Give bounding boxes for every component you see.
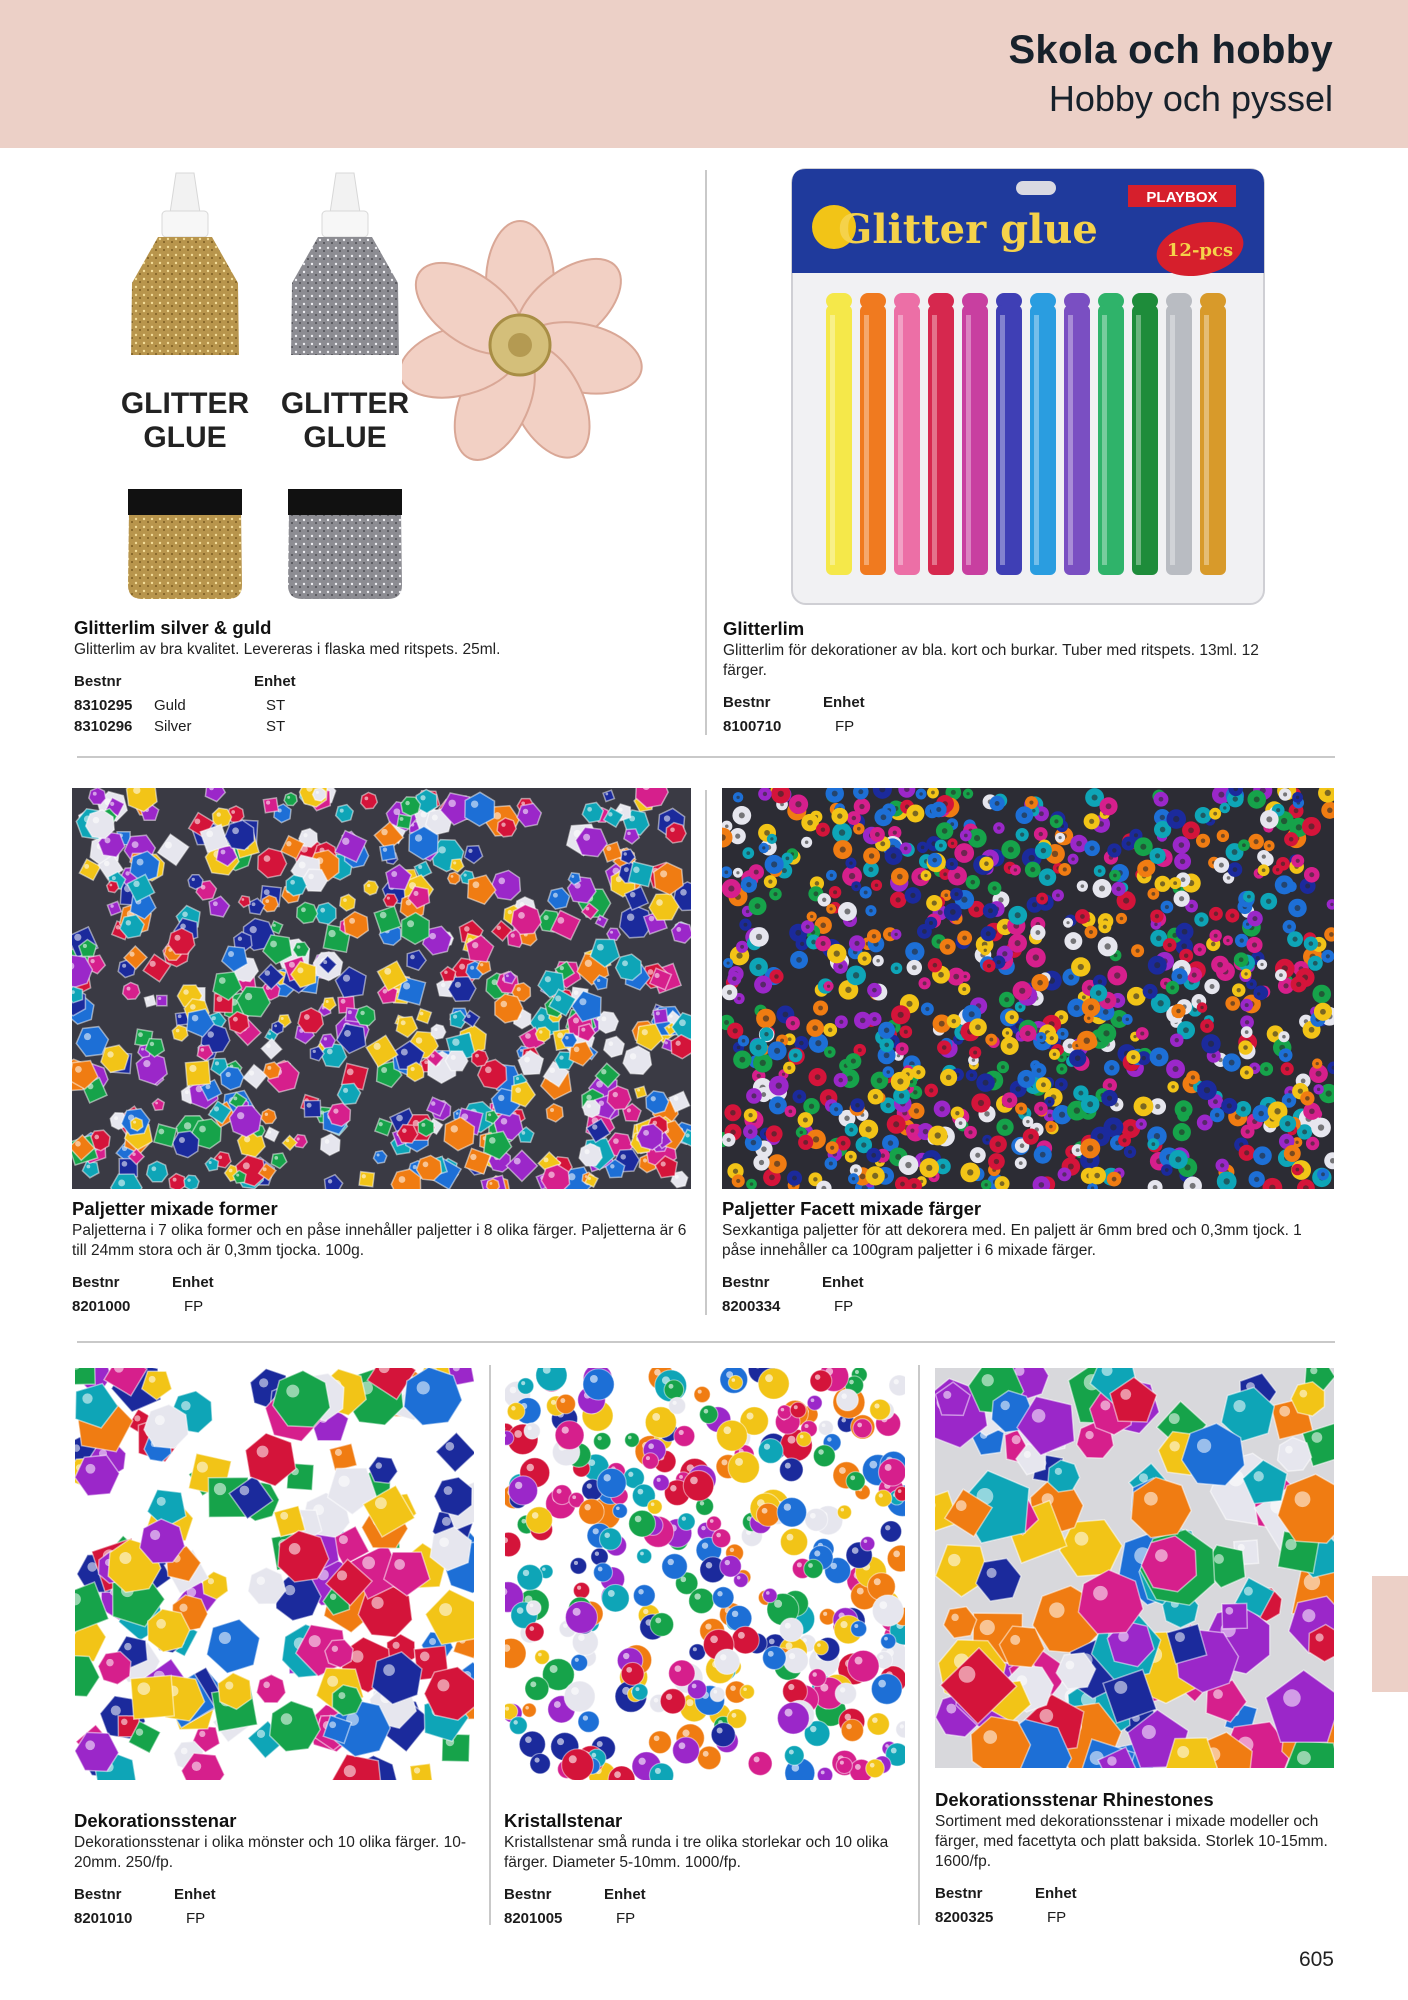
product-kristallstenar [504, 1811, 904, 1929]
article-number: 8310295 [74, 697, 133, 714]
bestnr-header: Bestnr [935, 1885, 983, 1902]
unit: ST [266, 697, 286, 714]
product-description: Dekorationsstenar i olika mönster och 10 olika färger. 10-20mm. 250/fp. [74, 1834, 467, 1871]
page-header [0, 0, 1408, 148]
glitter-glue-pack-photo [788, 165, 1268, 610]
bestnr-header: Bestnr [72, 1274, 120, 1291]
svg-text:GLUE: GLUE [303, 421, 387, 454]
decoration-stones-photo [75, 1368, 474, 1780]
facet-sequins-photo [722, 788, 1334, 1189]
chapter-tab [1372, 1576, 1408, 1692]
product-description: Sexkantiga paljetter för att dekorera med. En paljett är 6mm bred och 0,3mm tjock. 1 påse innehåller ca 100gram paljetter i 6 mixade färger. [722, 1222, 1302, 1259]
article-number: 8201005 [504, 1910, 563, 1927]
enhet-header: Enhet [1035, 1885, 1077, 1902]
unit: FP [1047, 1909, 1067, 1926]
silver-bottle-label: GLITTER [280, 387, 410, 420]
pack-badge: 12-pcs [1166, 240, 1234, 261]
gold-bottle-label: GLITTER [120, 387, 250, 420]
pack-brand: PLAYBOX [1146, 189, 1218, 206]
table-row [74, 695, 296, 716]
product-name: Paljetter Facett mixade färger [722, 1198, 982, 1219]
unit: FP [835, 718, 855, 735]
article-number: 8100710 [723, 718, 782, 735]
unit: FP [186, 1910, 206, 1927]
crystal-stones-photo [505, 1368, 905, 1780]
enhet-header: Enhet [823, 694, 865, 711]
product-glitterlim-silver-guld [74, 618, 654, 737]
product-name: Glitterlim silver & guld [74, 617, 272, 638]
article-number: 8200334 [722, 1298, 781, 1315]
table-row [74, 1908, 216, 1929]
table-row [72, 1296, 214, 1317]
product-table [74, 1885, 216, 1929]
product-rhinestones [935, 1790, 1340, 1928]
section-title: Skola och hobby [1008, 28, 1333, 72]
divider-vertical-bottom-2 [918, 1365, 920, 1925]
bestnr-header: Bestnr [504, 1886, 552, 1903]
product-description: Kristallstenar små runda i tre olika storlekar och 10 olika färger. Diameter 5-10mm. 1000/fp. [504, 1834, 889, 1871]
product-paljetter-mixade-former [72, 1199, 687, 1317]
product-name: Dekorationsstenar Rhinestones [935, 1789, 1214, 1810]
unit: FP [184, 1298, 204, 1315]
product-name: Glitterlim [723, 618, 805, 639]
divider-vertical-middle [705, 790, 707, 1315]
product-table [504, 1885, 646, 1929]
mixed-sequins-photo [72, 788, 691, 1189]
product-description: Glitterlim av bra kvalitet. Levereras i flaska med ritspets. 25ml. [74, 641, 501, 658]
bestnr-header: Bestnr [74, 673, 122, 690]
product-description: Paljetterna i 7 olika former och en påse innehåller paljetter i 8 olika färger. Paljetterna är 6 till 24mm stora och är 0,3mm tjocka. 100g. [72, 1222, 687, 1259]
bestnr-header: Bestnr [74, 1886, 122, 1903]
product-table [722, 1273, 864, 1317]
enhet-header: Enhet [172, 1274, 214, 1291]
bestnr-header: Bestnr [723, 694, 771, 711]
article-number: 8201010 [74, 1910, 133, 1927]
enhet-header: Enhet [822, 1274, 864, 1291]
divider-row-2 [77, 1341, 1335, 1343]
variant: Silver [154, 718, 192, 735]
table-row [723, 716, 865, 737]
glitter-glue-bottles-photo [70, 165, 670, 605]
product-table [935, 1884, 1077, 1928]
product-dekorationsstenar [74, 1811, 484, 1929]
product-paljetter-facett [722, 1199, 1322, 1317]
page-number: 605 [1298, 1948, 1334, 1971]
product-description: Sortiment med dekorationsstenar i mixade modeller och färger, med facettyta och platt baksida. Storlek 10-15mm. 1600/fp. [935, 1813, 1328, 1870]
section-subtitle: Hobby och pyssel [1048, 78, 1333, 119]
pack-title: Glitter glue [838, 206, 1098, 253]
product-name: Dekorationsstenar [74, 1810, 237, 1831]
table-row [722, 1296, 864, 1317]
product-table [723, 693, 865, 737]
rhinestones-photo [935, 1368, 1334, 1768]
product-name: Kristallstenar [504, 1810, 623, 1831]
article-number: 8201000 [72, 1298, 131, 1315]
product-table [72, 1273, 214, 1317]
article-number: 8200325 [935, 1909, 994, 1926]
svg-text:GLUE: GLUE [143, 421, 227, 454]
table-row [504, 1908, 646, 1929]
unit: ST [266, 718, 286, 735]
product-description: Glitterlim för dekorationer av bla. kort och burkar. Tuber med ritspets. 13ml. 12 färger. [723, 642, 1259, 679]
unit: FP [616, 1910, 636, 1927]
table-row [74, 716, 296, 737]
enhet-header: Enhet [254, 673, 296, 690]
article-number: 8310296 [74, 718, 133, 735]
unit: FP [834, 1298, 854, 1315]
product-glitterlim [723, 619, 1303, 737]
product-name: Paljetter mixade former [72, 1198, 278, 1219]
divider-vertical-top [705, 170, 707, 735]
variant: Guld [154, 697, 186, 714]
product-table [74, 672, 296, 737]
enhet-header: Enhet [174, 1886, 216, 1903]
divider-row-1 [77, 756, 1335, 758]
table-row [935, 1907, 1077, 1928]
enhet-header: Enhet [604, 1886, 646, 1903]
divider-vertical-bottom-1 [489, 1365, 491, 1925]
bestnr-header: Bestnr [722, 1274, 770, 1291]
